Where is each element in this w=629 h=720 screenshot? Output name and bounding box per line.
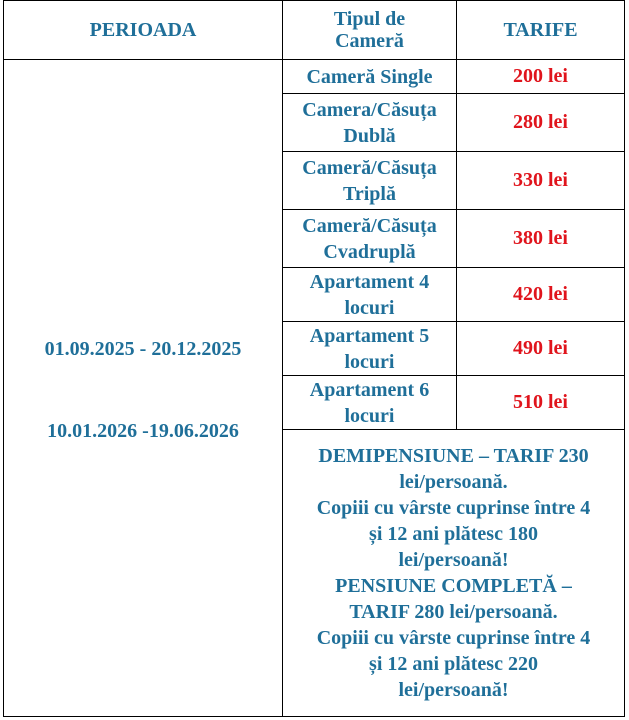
- header-room-type: Tipul de Cameră: [333, 8, 406, 52]
- period-2: 10.01.2026 -19.06.2026: [47, 420, 239, 442]
- room-type-cell: Apartament 6 locuri: [309, 378, 430, 427]
- price-cell: 380 lei: [513, 227, 568, 249]
- room-type-cell: Cameră Single: [306, 65, 433, 88]
- meal-plan-info: DEMIPENSIUNE – TARIF 230 lei/persoană. Copiii cu vârste cuprinse între 4 și 12 ani plătesc 180 lei/persoană! PENSIUNE COMPLETĂ – TARIF 280 lei/persoană. Copiii cu vârste cuprinse între 4 și 12 ani plătesc 220 lei/persoană!: [316, 445, 591, 701]
- room-type-cell: Apartament 5 locuri: [309, 324, 430, 373]
- price-cell: 490 lei: [513, 337, 568, 359]
- room-type-cell: Cameră/Căsuța Triplă: [302, 156, 437, 205]
- room-type-cell: Camera/Căsuța Dublă: [302, 98, 437, 147]
- price-cell: 200 lei: [513, 65, 568, 87]
- rates-table: [3, 0, 625, 717]
- price-cell: 420 lei: [513, 283, 568, 305]
- price-cell: 330 lei: [513, 169, 568, 191]
- header-rates: TARIFE: [503, 19, 578, 41]
- price-cell: 280 lei: [513, 111, 568, 133]
- price-cell: 510 lei: [513, 391, 568, 413]
- room-type-cell: Cameră/Căsuța Cvadruplă: [302, 214, 437, 263]
- header-period: PERIOADA: [89, 19, 197, 41]
- period-1: 01.09.2025 - 20.12.2025: [44, 338, 242, 360]
- room-type-cell: Apartament 4 locuri: [309, 270, 430, 319]
